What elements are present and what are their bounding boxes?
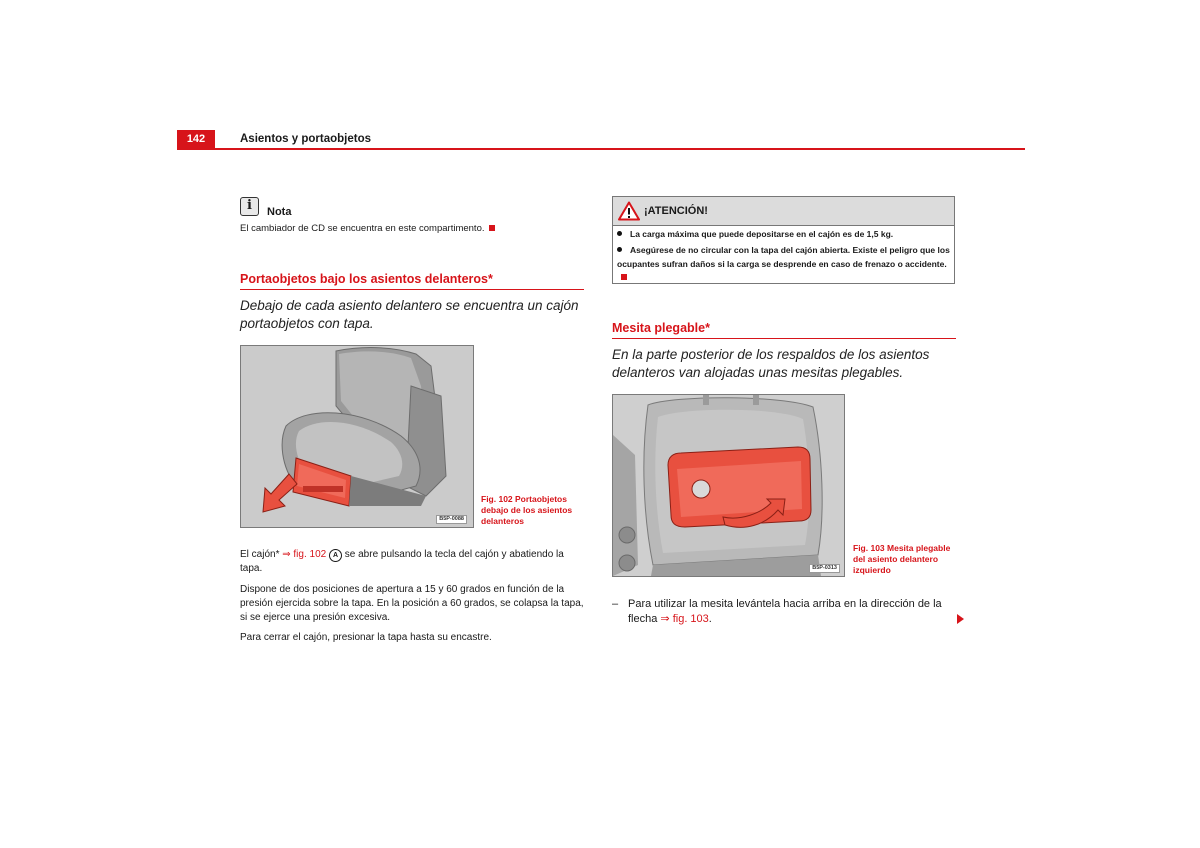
section-rule <box>612 338 956 339</box>
bullet-icon <box>617 231 622 236</box>
info-icon: i <box>240 197 259 216</box>
instruction-item <box>612 597 958 627</box>
warning-header <box>613 197 954 226</box>
page-number: 142 <box>177 130 215 149</box>
p1-text-after: se abre pulsando la tecla del cajón y abatiendo la tapa. <box>240 549 564 574</box>
folding-table-illustration <box>613 395 844 576</box>
callout-marker-a: A <box>329 549 342 562</box>
running-header-title: Asientos y portaobjetos <box>240 133 371 145</box>
section-lead: En la parte posterior de los respaldos de los asientos delanteros van alojadas unas mesitas plegables. <box>612 347 930 380</box>
bullet-icon <box>617 247 622 252</box>
section-rule <box>240 289 584 290</box>
warning-triangle-icon <box>618 201 640 221</box>
instruction-text-end: . <box>708 613 712 625</box>
instruction-text <box>628 597 958 627</box>
warning-item-text: La carga máxima que puede depositarse en el cajón es de 1,5 kg. <box>630 229 894 239</box>
section-title-portaobjetos: Portaobjetos bajo los asientos delanteros* <box>240 272 493 286</box>
warning-item-text: Asegúrese de no circular con la tapa del cajón abierta. Existe el peligro que los ocupantes sufran daños si la carga se desprende en caso de frenazo o accidente. <box>617 245 950 269</box>
section-lead: Debajo de cada asiento delantero se encuentra un cajón portaobjetos con tapa. <box>240 298 579 331</box>
paragraph-close-drawer: Para cerrar el cajón, presionar la tapa hasta su encastre. <box>240 632 492 643</box>
warning-item <box>617 244 953 285</box>
dash-marker: – <box>612 598 619 610</box>
figure-code: B5P-0313 <box>809 564 840 573</box>
warning-item <box>617 228 953 242</box>
note-title: Nota <box>267 206 292 218</box>
figure-code: B5P-0088 <box>436 515 467 524</box>
seat-drawer-illustration <box>241 346 473 527</box>
warning-title: ¡ATENCIÓN! <box>644 205 708 217</box>
figure-103-folding-table <box>612 394 845 577</box>
header-rule <box>177 148 1025 150</box>
note-text <box>240 223 495 234</box>
instruction-text-content: Para utilizar la mesita levántela hacia arriba en la dirección de la flecha <box>628 598 942 625</box>
figure-103-caption: Fig. 103 Mesita plegable del asiento delantero izquierdo <box>853 543 951 575</box>
end-marker-icon <box>621 274 627 280</box>
paragraph-drawer-open <box>240 548 585 576</box>
p1-text-before: El cajón* <box>240 549 283 560</box>
continue-arrow-icon <box>957 614 964 624</box>
section-title-mesita: Mesita plegable* <box>612 321 710 335</box>
figure-102-caption: Fig. 102 Portaobjetos debajo de los asientos delanteros <box>481 494 573 526</box>
end-marker-icon <box>489 225 495 231</box>
figure-reference-link[interactable]: ⇒ fig. 102 <box>282 549 327 560</box>
warning-box <box>612 196 955 284</box>
figure-102-seat-drawer <box>240 345 474 528</box>
note-text-content: El cambiador de CD se encuentra en este compartimento. <box>240 223 485 234</box>
figure-reference-link[interactable]: ⇒ fig. 103 <box>660 613 709 625</box>
paragraph-opening-positions: Dispone de dos posiciones de apertura a 15 y 60 grados en función de la presión ejercida sobre la tapa. En la posición a 60 grados, se colapsa la tapa, si se ejerce una presión excesiva. <box>240 584 584 623</box>
